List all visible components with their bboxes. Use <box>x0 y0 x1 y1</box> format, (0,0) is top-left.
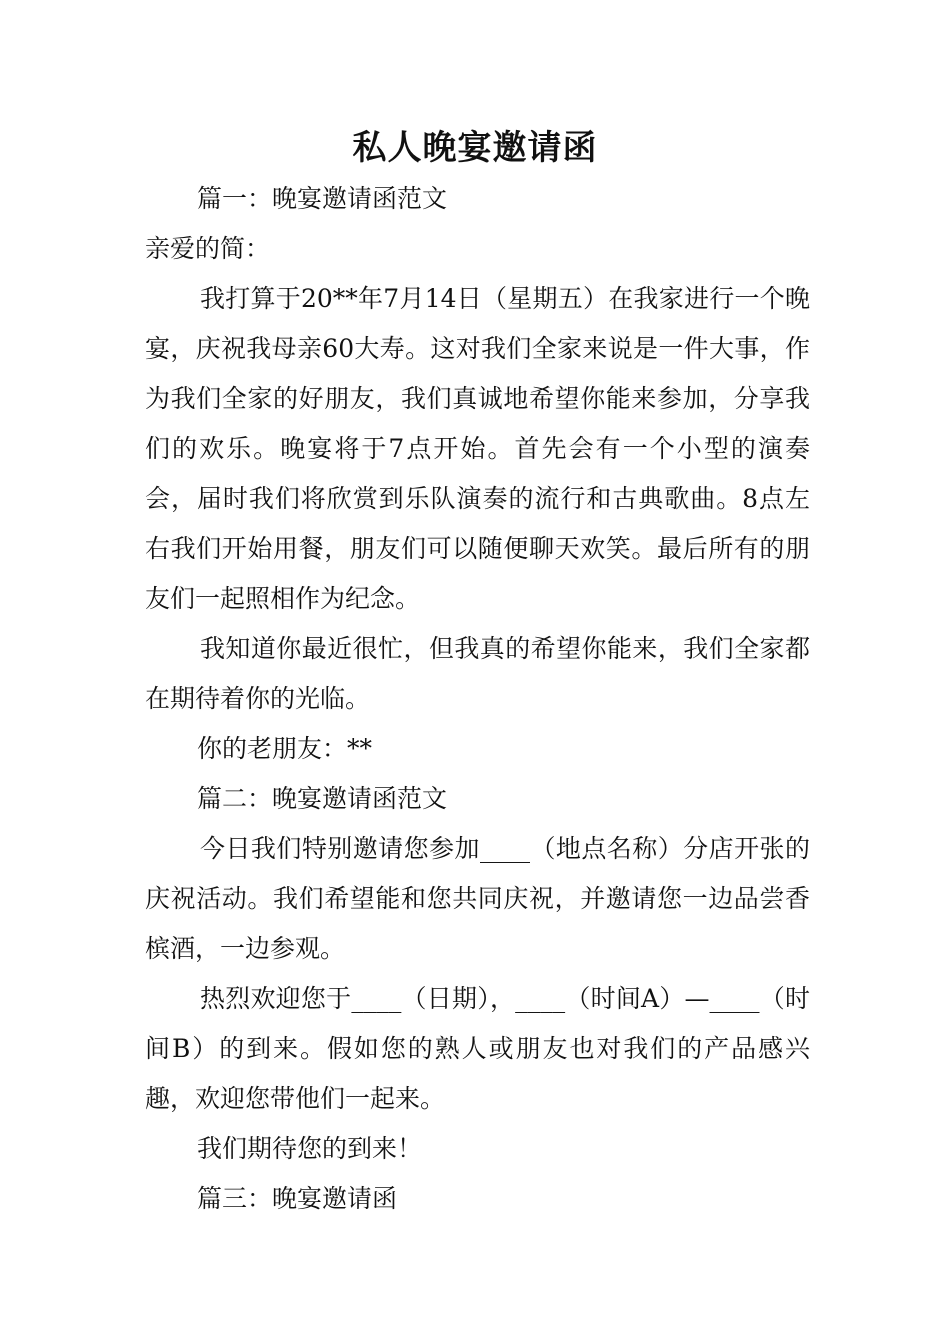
closing-line: 我们期待您的到来！ <box>197 1134 423 1163</box>
salutation: 亲爱的简： <box>145 234 271 263</box>
section-heading-1: 篇一：晚宴邀请函范文 <box>197 184 448 213</box>
paragraph-welcome: 热烈欢迎您于____（日期），____（时间A）—____（时间B）的到来。假如您的熟人或朋友也对我们的产品感兴趣，欢迎您带他们一起来。 <box>145 984 810 1113</box>
document-title: 私人晚宴邀请函 <box>352 128 598 168</box>
document-body <box>145 174 810 1224</box>
section-heading-3: 篇三：晚宴邀请函 <box>197 1184 398 1213</box>
section-heading-2: 篇二：晚宴邀请函范文 <box>197 784 448 813</box>
signature-line: 你的老朋友：** <box>197 734 373 763</box>
paragraph-invitation: 我打算于20**年7月14日（星期五）在我家进行一个晚宴，庆祝我母亲60大寿。这对我们全家来说是一件大事，作为我们全家的好朋友，我们真诚地希望你能来参加，分享我们的欢乐。晚宴将于7点开始。首先会有一个小型的演奏会，届时我们将欣赏到乐队演奏的流行和古典歌曲。8点左右我们开始用餐，朋友们可以随便聊天欢笑。最后所有的朋友们一起照相作为纪念。 <box>145 284 810 613</box>
paragraph-hope: 我知道你最近很忙，但我真的希望你能来，我们全家都在期待着你的光临。 <box>145 634 810 713</box>
paragraph-opening-invite: 今日我们特别邀请您参加____（地点名称）分店开张的庆祝活动。我们希望能和您共同庆祝，并邀请您一边品尝香槟酒，一边参观。 <box>145 834 810 963</box>
